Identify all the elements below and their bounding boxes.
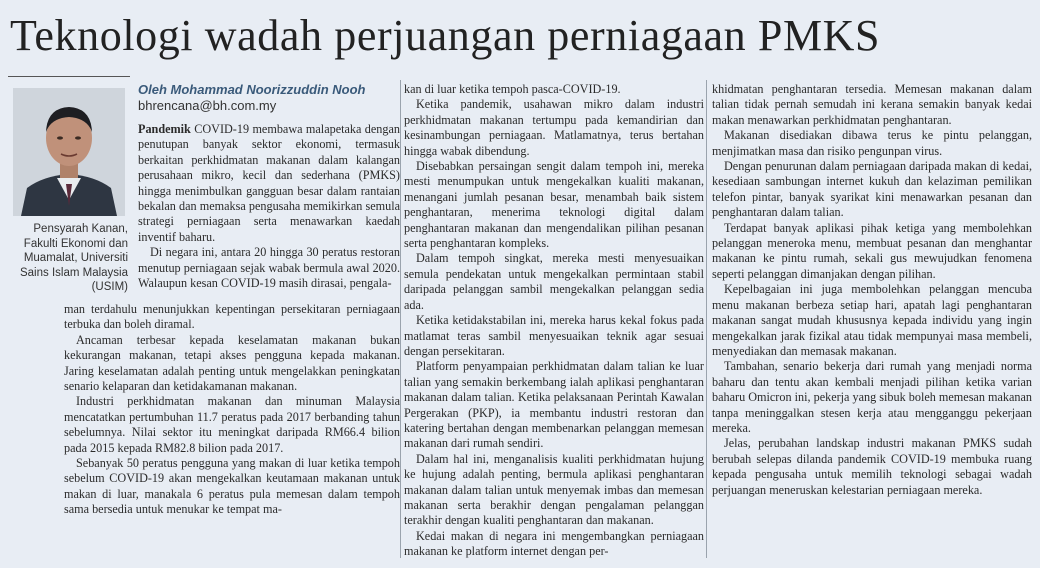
author-portrait-icon (13, 88, 125, 216)
lead-word: Pandemik (138, 122, 191, 136)
byline (138, 82, 400, 114)
paragraph: Terdapat banyak aplikasi pihak ketiga yang membolehkan pelanggan meneroka menu, membuat pesanan dan menghantar makanan ke pintu rumah, sekali gus mewujudkan fenomena seperti pelanggan dimanjakan dengan pilihan. (712, 220, 1032, 281)
byline-rule (8, 76, 130, 77)
paragraph: khidmatan penghantaran tersedia. Memesan makanan dalam talian tidak pernah semudah ini kerana semakin banyak kedai makan menawarkan perkhidmatan penghantaran. (712, 82, 1032, 127)
paragraph: kan di luar ketika tempoh pasca-COVID-19. (404, 82, 621, 96)
paragraph: Dengan penurunan dalam perniagaan daripada makan di kedai, kesediaan sambungan internet kukuh dan kelaziman pemilikan telefon pintar, banyak syarikat kini menawarkan pesanan dan penghantaran dalam talian. (712, 159, 1032, 220)
paragraph: Disebabkan persaingan sengit dalam tempoh ini, mereka mesti menumpukan untuk mengekalkan kualiti makanan, menangani jumlah pesanan besar, menambah baik sistem penghantaran, menerima teknologi digital dalam penghantaran makanan dan mengendalikan pilihan pesanan serta penghantaran kompleks. (404, 159, 704, 251)
column-3 (706, 82, 1032, 560)
column-1-bottom (64, 302, 400, 562)
paragraph: Platform penyampaian perkhidmatan dalam talian ke luar talian yang semakin berkembang ialah aplikasi penghantaran makanan dalam talian. Ketika pelaksanaan Perintah Kawalan Pergerakan (PKP), ia membantu industri restoran dan katering bertahan dengan membenarkan pelanggan memesan makanan dari rumah sendiri. (404, 359, 704, 451)
byline-author: Oleh Mohammad Noorizzuddin Nooh (138, 82, 366, 97)
paragraph: Dalam hal ini, menganalisis kualiti perkhidmatan hujung ke hujung adalah penting, bermula aplikasi penghantaran makanan dalam talian untuk menyemak imbas dan memesan makanan serta berakhir dengan pengalaman pelanggan terakhir dengan kualiti penghantaran dan makanan. (404, 451, 704, 528)
paragraph: Di negara ini, antara 20 hingga 30 peratus restoran menutup perniagaan sejak wabak bermula awal 2020. Walaupun kesan COVID-19 masih dirasai, pengala- (138, 245, 400, 291)
paragraph: Kepelbagaian ini juga membolehkan pelanggan mencuba menu makanan berbeza setiap hari, apatah lagi penghantaran makanan sangat mudah khususnya kepada individu yang ingin mengekalkan jarak fizikal atau tidak mempunyai masa membeli, menyediakan dan memasak makanan. (712, 282, 1032, 358)
column-1-top (138, 122, 400, 302)
paragraph: Kedai makan di negara ini mengembangkan perniagaan makanan ke platform internet dengan per- (404, 528, 704, 559)
paragraph: Ancaman terbesar kepada keselamatan makanan bukan kekurangan makanan, tetapi akses pengguna kepada makanan. Jaring keselamatan adalah penting untuk mengelakkan peningkatan senario kelaparan dan ketidakamanan makanan. (64, 332, 400, 394)
paragraph (138, 122, 400, 245)
byline-email: bhrencana@bh.com.my (138, 98, 277, 113)
paragraph: man terdahulu menunjukkan kepentingan persekitaran perniagaan terbuka dan boleh diramal. (64, 302, 400, 332)
headline: Teknologi wadah perjuangan perniagaan PMKS (10, 11, 881, 60)
paragraph: Makanan disediakan dibawa terus ke pintu pelanggan, menjimatkan masa dan risiko pengunpan virus. (712, 128, 1032, 158)
paragraph: Sebanyak 50 peratus pengguna yang makan di luar ketika tempoh sebelum COVID-19 akan mengekalkan keutamaan makanan untuk makan di luar, manakala 6 peratus pula memesan dalam tempoh sama bersedia untuk menukar ke tempat ma- (64, 456, 400, 517)
paragraph: Dalam tempoh singkat, mereka mesti menyesuaikan semula pendekatan untuk mengekalkan permintaan stabil daripada pelanggan sambil mengekalkan pelanggan sedia ada. (404, 251, 704, 312)
paragraph: Industri perkhidmatan makanan dan minuman Malaysia mencatatkan pertumbuhan 11.7 peratus pada 2017 berbanding tahun sebelumnya. Nilai sektor itu meningkat daripada RM66.4 bilion pada 2015 kepada RM82.8 bilion pada 2017. (64, 394, 400, 455)
author-photo (13, 88, 125, 216)
paragraph: Ketika pandemik, usahawan mikro dalam industri perkhidmatan makanan tertumpu pada kemandirian dan kesinambungan perniagaan. Matlamatnya, terus bertahan hingga wabak dibendung. (404, 97, 704, 158)
column-2 (398, 82, 704, 560)
paragraph: Tambahan, senario bekerja dari rumah yang menjadi norma baharu dan tentu akan kembali menjadi pilihan ketika varian baharu Omicron ini, pekerja yang sibuk boleh memesan makanan tanpa meninggalkan stesen kerja atau mengganggu pekerjaan mereka. (712, 359, 1032, 435)
author-caption: Pensyarah Kanan, Fakulti Ekonomi dan Muamalat, Universiti Sains Islam Malaysia (USIM) (19, 223, 128, 293)
paragraph-text: COVID-19 membawa malapetaka dengan penutupan banyak sektor ekonomi, termasuk berkaitan perkhidmatan makanan dalam kalangan perusahaan mikro, kecil dan sederhana (PMKS) hingga menimbulkan gangguan besar dalam rantaian bekalan dan memaksa pengusaha memikirkan semula strategi perniagaan serta menawarkan kaedah inventif baharu. (138, 122, 400, 244)
paragraph: Ketika ketidakstabilan ini, mereka harus kekal fokus pada matlamat teras sambil menyesuaikan teknik agar sesuai dengan persekitaran. (404, 313, 704, 358)
paragraph: Jelas, perubahan landskap industri makanan PMKS sudah berubah selepas dilanda pandemik COVID-19 membuka ruang kepada pengusaha untuk memilih teknologi sebagai wadah perjuangan meneruskan kelestarian perniagaan mereka. (712, 436, 1032, 497)
